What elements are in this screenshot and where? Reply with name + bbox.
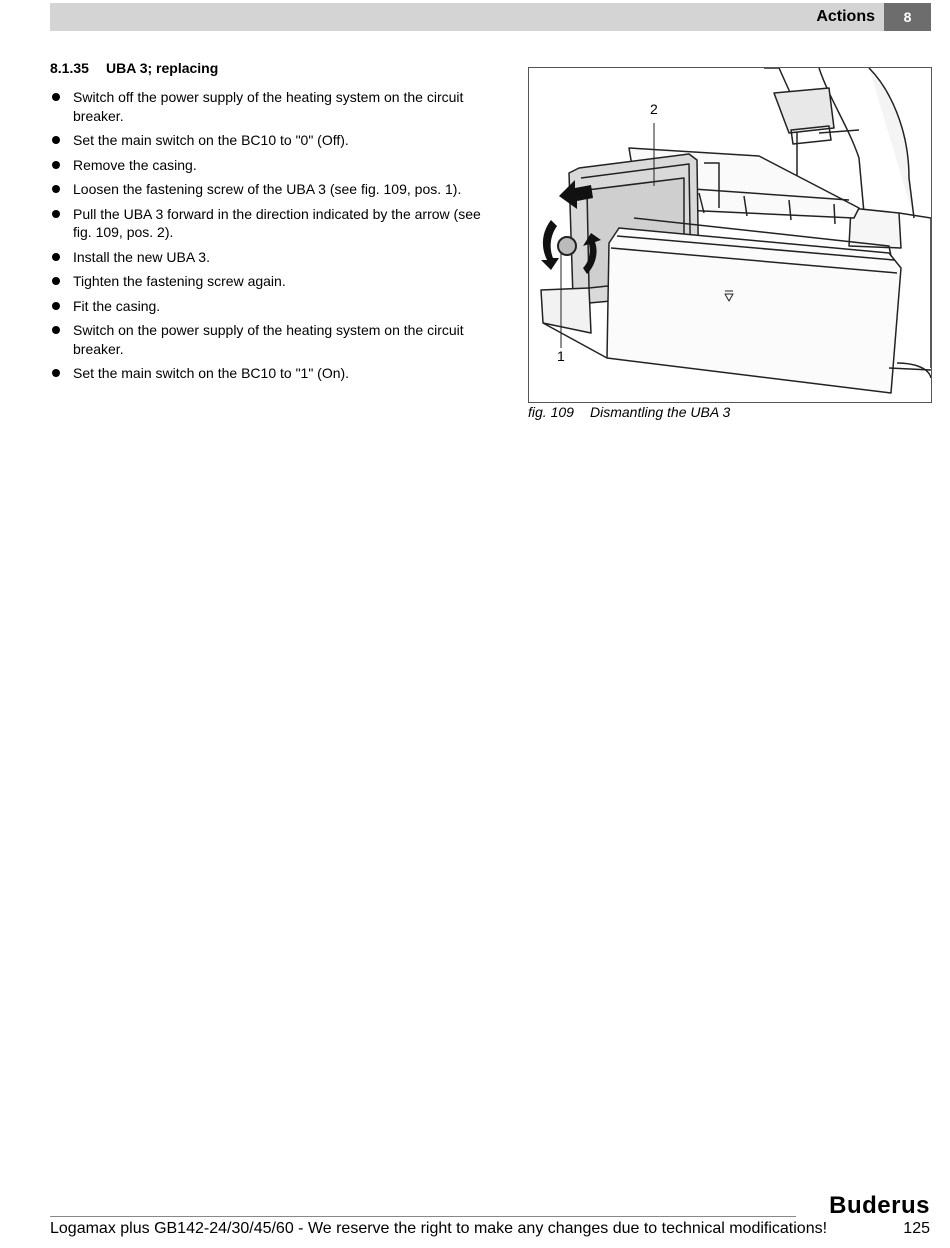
page-number: 125 — [903, 1220, 930, 1237]
footer-divider — [50, 1216, 796, 1217]
header-title: Actions — [816, 8, 875, 25]
list-item: Set the main switch on the BC10 to "1" (On). — [50, 364, 490, 383]
step-list — [50, 88, 490, 389]
figure-number: fig. 109 — [528, 404, 574, 420]
list-item: Pull the UBA 3 forward in the direction indicated by the arrow (see fig. 109, pos. 2). — [50, 205, 490, 242]
chapter-number: 8 — [884, 3, 931, 31]
bullet-icon — [52, 277, 60, 285]
figure-label-2: 2 — [650, 101, 658, 117]
bullet-icon — [52, 326, 60, 334]
figure-illustration — [528, 67, 932, 403]
header-bar — [50, 3, 931, 31]
bullet-icon — [52, 369, 60, 377]
list-item: Switch on the power supply of the heating system on the circuit breaker. — [50, 321, 490, 358]
section-heading — [50, 60, 218, 76]
list-item: Remove the casing. — [50, 156, 490, 175]
bullet-icon — [52, 253, 60, 261]
bullet-icon — [52, 302, 60, 310]
list-item: Switch off the power supply of the heating system on the circuit breaker. — [50, 88, 490, 125]
buderus-logo: Buderus — [829, 1192, 930, 1219]
bullet-icon — [52, 136, 60, 144]
list-item: Set the main switch on the BC10 to "0" (Off). — [50, 131, 490, 150]
list-item: Fit the casing. — [50, 297, 490, 316]
bullet-icon — [52, 185, 60, 193]
section-title: UBA 3; replacing — [106, 60, 219, 76]
figure-label-1: 1 — [557, 348, 565, 364]
figure-caption-text: Dismantling the UBA 3 — [590, 404, 731, 420]
figure-caption — [528, 404, 730, 420]
bullet-icon — [52, 93, 60, 101]
list-item: Tighten the fastening screw again. — [50, 272, 490, 291]
bullet-icon — [52, 161, 60, 169]
footer-text: Logamax plus GB142-24/30/45/60 - We reserve the right to make any changes due to technical modifications! — [50, 1220, 828, 1237]
section-number: 8.1.35 — [50, 60, 89, 76]
list-item: Install the new UBA 3. — [50, 248, 490, 267]
boiler-illustration — [529, 68, 931, 402]
bullet-icon — [52, 210, 60, 218]
list-item: Loosen the fastening screw of the UBA 3 (see fig. 109, pos. 1). — [50, 180, 490, 199]
